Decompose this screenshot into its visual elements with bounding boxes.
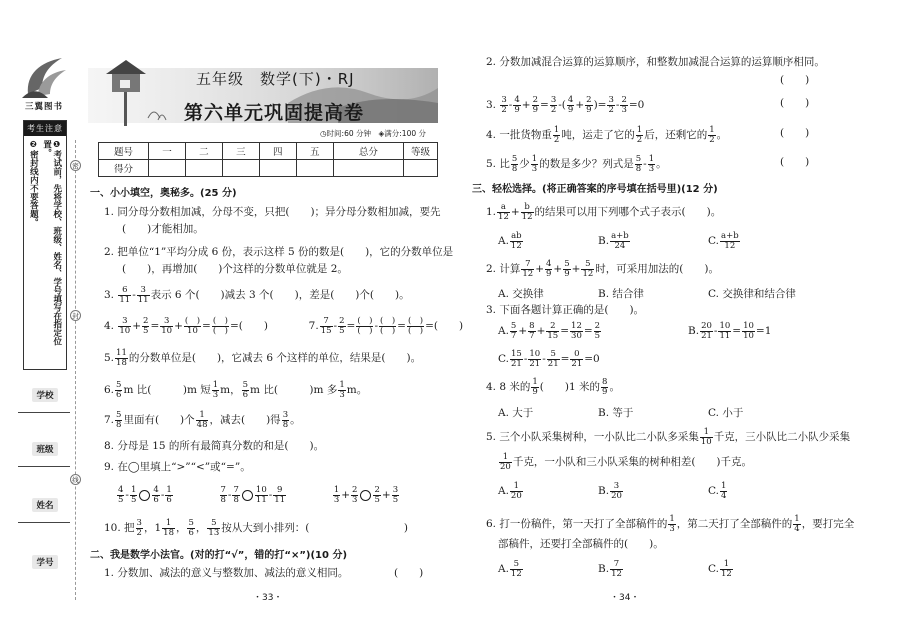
publisher-logo-text: 三翼图书	[24, 102, 63, 112]
full-score: ◈满分:100 分	[378, 129, 426, 138]
student-id-field-label: 学号	[23, 555, 67, 569]
section-2-heading: 二、我是数学小法官。(对的打“√”，错的打“×”)(10 分)	[90, 550, 348, 561]
choice-5-option-c[interactable]: C. $\frac{1}{4}$	[708, 481, 727, 501]
score-cell[interactable]	[222, 160, 259, 177]
choice-1-option-b[interactable]: B. $\frac{a+b}{24}$	[598, 231, 629, 251]
judge-3-answer[interactable]: ( )	[780, 97, 810, 109]
left-page	[88, 0, 464, 636]
school-field-line	[18, 412, 70, 413]
judge-1-answer[interactable]: ( )	[394, 567, 424, 579]
choice-5-line-1: 5. 三个小队采集树种，一小队比二小队多采集 $\frac{1}{10}$ 千克，三小队比二小队少采集	[486, 427, 851, 447]
question-2-line-2: ( )，再增加( )个这样的分数单位就是 2。	[122, 263, 348, 275]
score-cell[interactable]	[149, 160, 186, 177]
score-cell[interactable]	[404, 160, 438, 177]
score-cell[interactable]	[333, 160, 403, 177]
page-number-34: ・34・	[610, 593, 640, 603]
compare-circle[interactable]	[360, 490, 371, 501]
score-cell[interactable]	[185, 160, 222, 177]
choice-6-option-b[interactable]: B. $\frac{7}{12}$	[598, 559, 622, 579]
table-row: 题号 一 二 三 四 五 总分 等级	[99, 143, 438, 160]
question-4: 4. $\frac{3}{10}$ + $\frac{2}{5}$ = $\frac{3}{10}$ + ( ) 10 = ( ) ( ) =( ) 7. $\frac{7}{15}$ - $\frac{2}{5}$ = ( ) ( ) - ( ) ( ) = ( ) ( ) =( )	[104, 316, 464, 336]
section-3-heading: 三、轻松选择。(将正确答案的序号填在括号里)(12 分)	[472, 184, 718, 195]
choice-6-line-1: 6. 打一份稿件，第一天打了全部稿件的 $\frac{1}{3}$ ，第二天打了全部稿件的 $\frac{1}{4}$ ，要打完全	[486, 514, 855, 534]
school-field-label: 学校	[23, 388, 67, 402]
choice-3: 3. 下面各题计算正确的是( )。	[486, 304, 645, 316]
notice-item-1: ❶考试前，先将学校、班级、姓名、学号填写在指定位置。	[41, 140, 62, 346]
choice-1: 1. $\frac{a}{12}$ + $\frac{b}{12}$ 的结果可以用下列哪个式子表示( )。	[486, 202, 722, 222]
choice-4: 4. 8 米的 $\frac{1}{9}$ ( )1 米的 $\frac{8}{9}$ 。	[486, 377, 620, 397]
choice-5-option-a[interactable]: A. $\frac{1}{20}$	[498, 481, 522, 501]
question-9: 9. 在◯里填上“>”“<”或“=”。	[104, 461, 251, 473]
name-field-label: 姓名	[23, 498, 67, 512]
choice-6-option-c[interactable]: C. $\frac{1}{12}$	[708, 559, 732, 579]
choice-4-option-a[interactable]: A. 大于	[498, 407, 534, 419]
question-3: 3. $\frac{6}{11}$ - $\frac{3}{11}$ 表示 6 个( )减去 3 个( )，差是( )个( )。	[104, 285, 410, 305]
judge-3: 3. $\frac{3}{2}$ - $\frac{4}{9}$ + $\frac{2}{9}$ = $\frac{3}{2}$ -( $\frac{4}{9}$ + $\frac{2}{9}$ )= $\frac{3}{2}$ - $\frac{2}{3}$ =0	[486, 95, 645, 115]
section-1-heading: 一、小小填空，奥秘多。(25 分)	[90, 188, 237, 199]
question-9-comparisons: $\frac{4}{5}$ - $\frac{1}{5}$ $\frac{4}{6}$ - $\frac{1}{6}$ $\frac{7}{8}$ - $\frac{7}{8}$ $\frac{10}{11}$ - $\frac{9}{11}$ $\frac{1}{3}$ + $\frac{2}{3}$ $\frac{2}{5}$ + $\frac{3}{5}$	[118, 485, 399, 505]
choice-2-option-b[interactable]: B. 结合律	[598, 288, 644, 300]
class-field-line	[18, 466, 70, 467]
seal-line	[75, 140, 76, 600]
judge-5: 5. 比 $\frac{5}{8}$ 少 $\frac{1}{3}$ 的数是多少？列式是 $\frac{5}{8}$ - $\frac{1}{3}$ 。	[486, 154, 667, 174]
choice-2-option-a[interactable]: A. 交换律	[498, 288, 544, 300]
question-10: 10. 把 $\frac{3}{2}$ ，1 $\frac{1}{18}$ ， $\frac{5}{6}$ ， $\frac{5}{13}$ 按从大到小排列：( )	[104, 518, 408, 538]
judge-2-line: 2. 分数加减混合运算的运算顺序，和整数加减混合运算的运算顺序相同。	[486, 56, 825, 68]
page-number-33: ・33・	[253, 593, 283, 603]
judge-2-answer[interactable]: ( )	[780, 74, 810, 86]
choice-6-option-a[interactable]: A. $\frac{5}{12}$	[498, 559, 522, 579]
seal-mark-feng: 封	[70, 310, 81, 321]
exam-notice-box	[23, 120, 67, 370]
choice-3-option-a[interactable]: A. $\frac{5}{7}$ + $\frac{8}{7}$ + $\frac{2}{15}$ = $\frac{12}{30}$ = $\frac{2}{5}$	[498, 321, 601, 341]
choice-3-option-b[interactable]: B. $\frac{20}{21}$ - $\frac{10}{11}$ = $\frac{10}{10}$ =1	[688, 321, 772, 341]
choice-5-option-b[interactable]: B. $\frac{3}{20}$	[598, 481, 622, 501]
right-page	[470, 0, 870, 636]
choice-2: 2. 计算 $\frac{7}{12}$ + $\frac{4}{9}$ + $\frac{5}{9}$ + $\frac{5}{12}$ 时，可采用加法的( )。	[486, 259, 719, 279]
compare-circle[interactable]	[242, 490, 253, 501]
notice-title: 考生注意	[24, 121, 66, 136]
question-7: 7. $\frac{5}{8}$ 里面有( )个 $\frac{1}{48}$ ，减去( )得 $\frac{3}{8}$ 。	[104, 410, 301, 430]
score-cell[interactable]	[296, 160, 333, 177]
class-field-label: 班级	[23, 442, 67, 456]
score-cell[interactable]	[259, 160, 296, 177]
name-field-line	[18, 522, 70, 523]
choice-1-option-c[interactable]: C. $\frac{a+b}{12}$	[708, 231, 739, 251]
choice-5-line-2: $\frac{1}{20}$ 千克，一小队和三小队采集的树种相差( )千克。	[500, 452, 753, 472]
judge-5-answer[interactable]: ( )	[780, 156, 810, 168]
question-5: 5. $\frac{11}{18}$ 的分数单位是( )，它减去 6 个这样的单位，结果是( )。	[104, 348, 422, 368]
question-1-line-1: 1. 同分母分数相加减，分母不变，只把( )；异分母分数相加减，要先	[104, 206, 441, 218]
question-1-line-2: ( )才能相加。	[122, 223, 204, 235]
judge-4-answer[interactable]: ( )	[780, 127, 810, 139]
seal-mark-mi: 密	[70, 160, 81, 171]
exam-meta	[320, 128, 426, 139]
seal-mark-xian: 线	[70, 474, 81, 485]
judge-4: 4. 一批货物重 $\frac{1}{2}$ 吨，运走了它的 $\frac{1}{2}$ 后，还剩它的 $\frac{1}{2}$ 。	[486, 125, 728, 145]
choice-4-option-b[interactable]: B. 等于	[598, 407, 634, 419]
question-6: 6. $\frac{5}{6}$ m 比( )m 短 $\frac{1}{3}$ m， $\frac{5}{6}$ m 比( )m 多 $\frac{1}{3}$ m。	[104, 380, 368, 400]
choice-1-option-a[interactable]: A. $\frac{ab}{12}$	[498, 231, 522, 251]
page-title: 第六单元巩固提高卷	[184, 102, 365, 124]
judge-1: 1. 分数加、减法的意义与整数加、减法的意义相同。	[104, 567, 349, 579]
notice-item-2: ❷密封线内不要答题。	[28, 140, 39, 227]
choice-6-line-2: 部稿件，还要打全部稿件的( )。	[498, 538, 664, 550]
score-table	[98, 142, 438, 177]
choice-3-option-c[interactable]: C. $\frac{15}{21}$ - $\frac{10}{21}$ - $\frac{5}{21}$ = $\frac{0}{21}$ =0	[498, 349, 600, 369]
question-8: 8. 分母是 15 的所有最简真分数的和是( )。	[104, 440, 325, 452]
exam-time: ◷时间:60 分钟	[320, 129, 371, 138]
grade-subject: 五年级 数学(下)・RJ	[196, 70, 355, 88]
question-2-line-1: 2. 把单位“1”平均分成 6 份，表示这样 5 份的数是( )，它的分数单位是	[104, 246, 454, 258]
table-row: 得分	[99, 160, 438, 177]
choice-4-option-c[interactable]: C. 小于	[708, 407, 744, 419]
choice-2-option-c[interactable]: C. 交换律和结合律	[708, 288, 796, 300]
compare-circle[interactable]	[139, 490, 150, 501]
